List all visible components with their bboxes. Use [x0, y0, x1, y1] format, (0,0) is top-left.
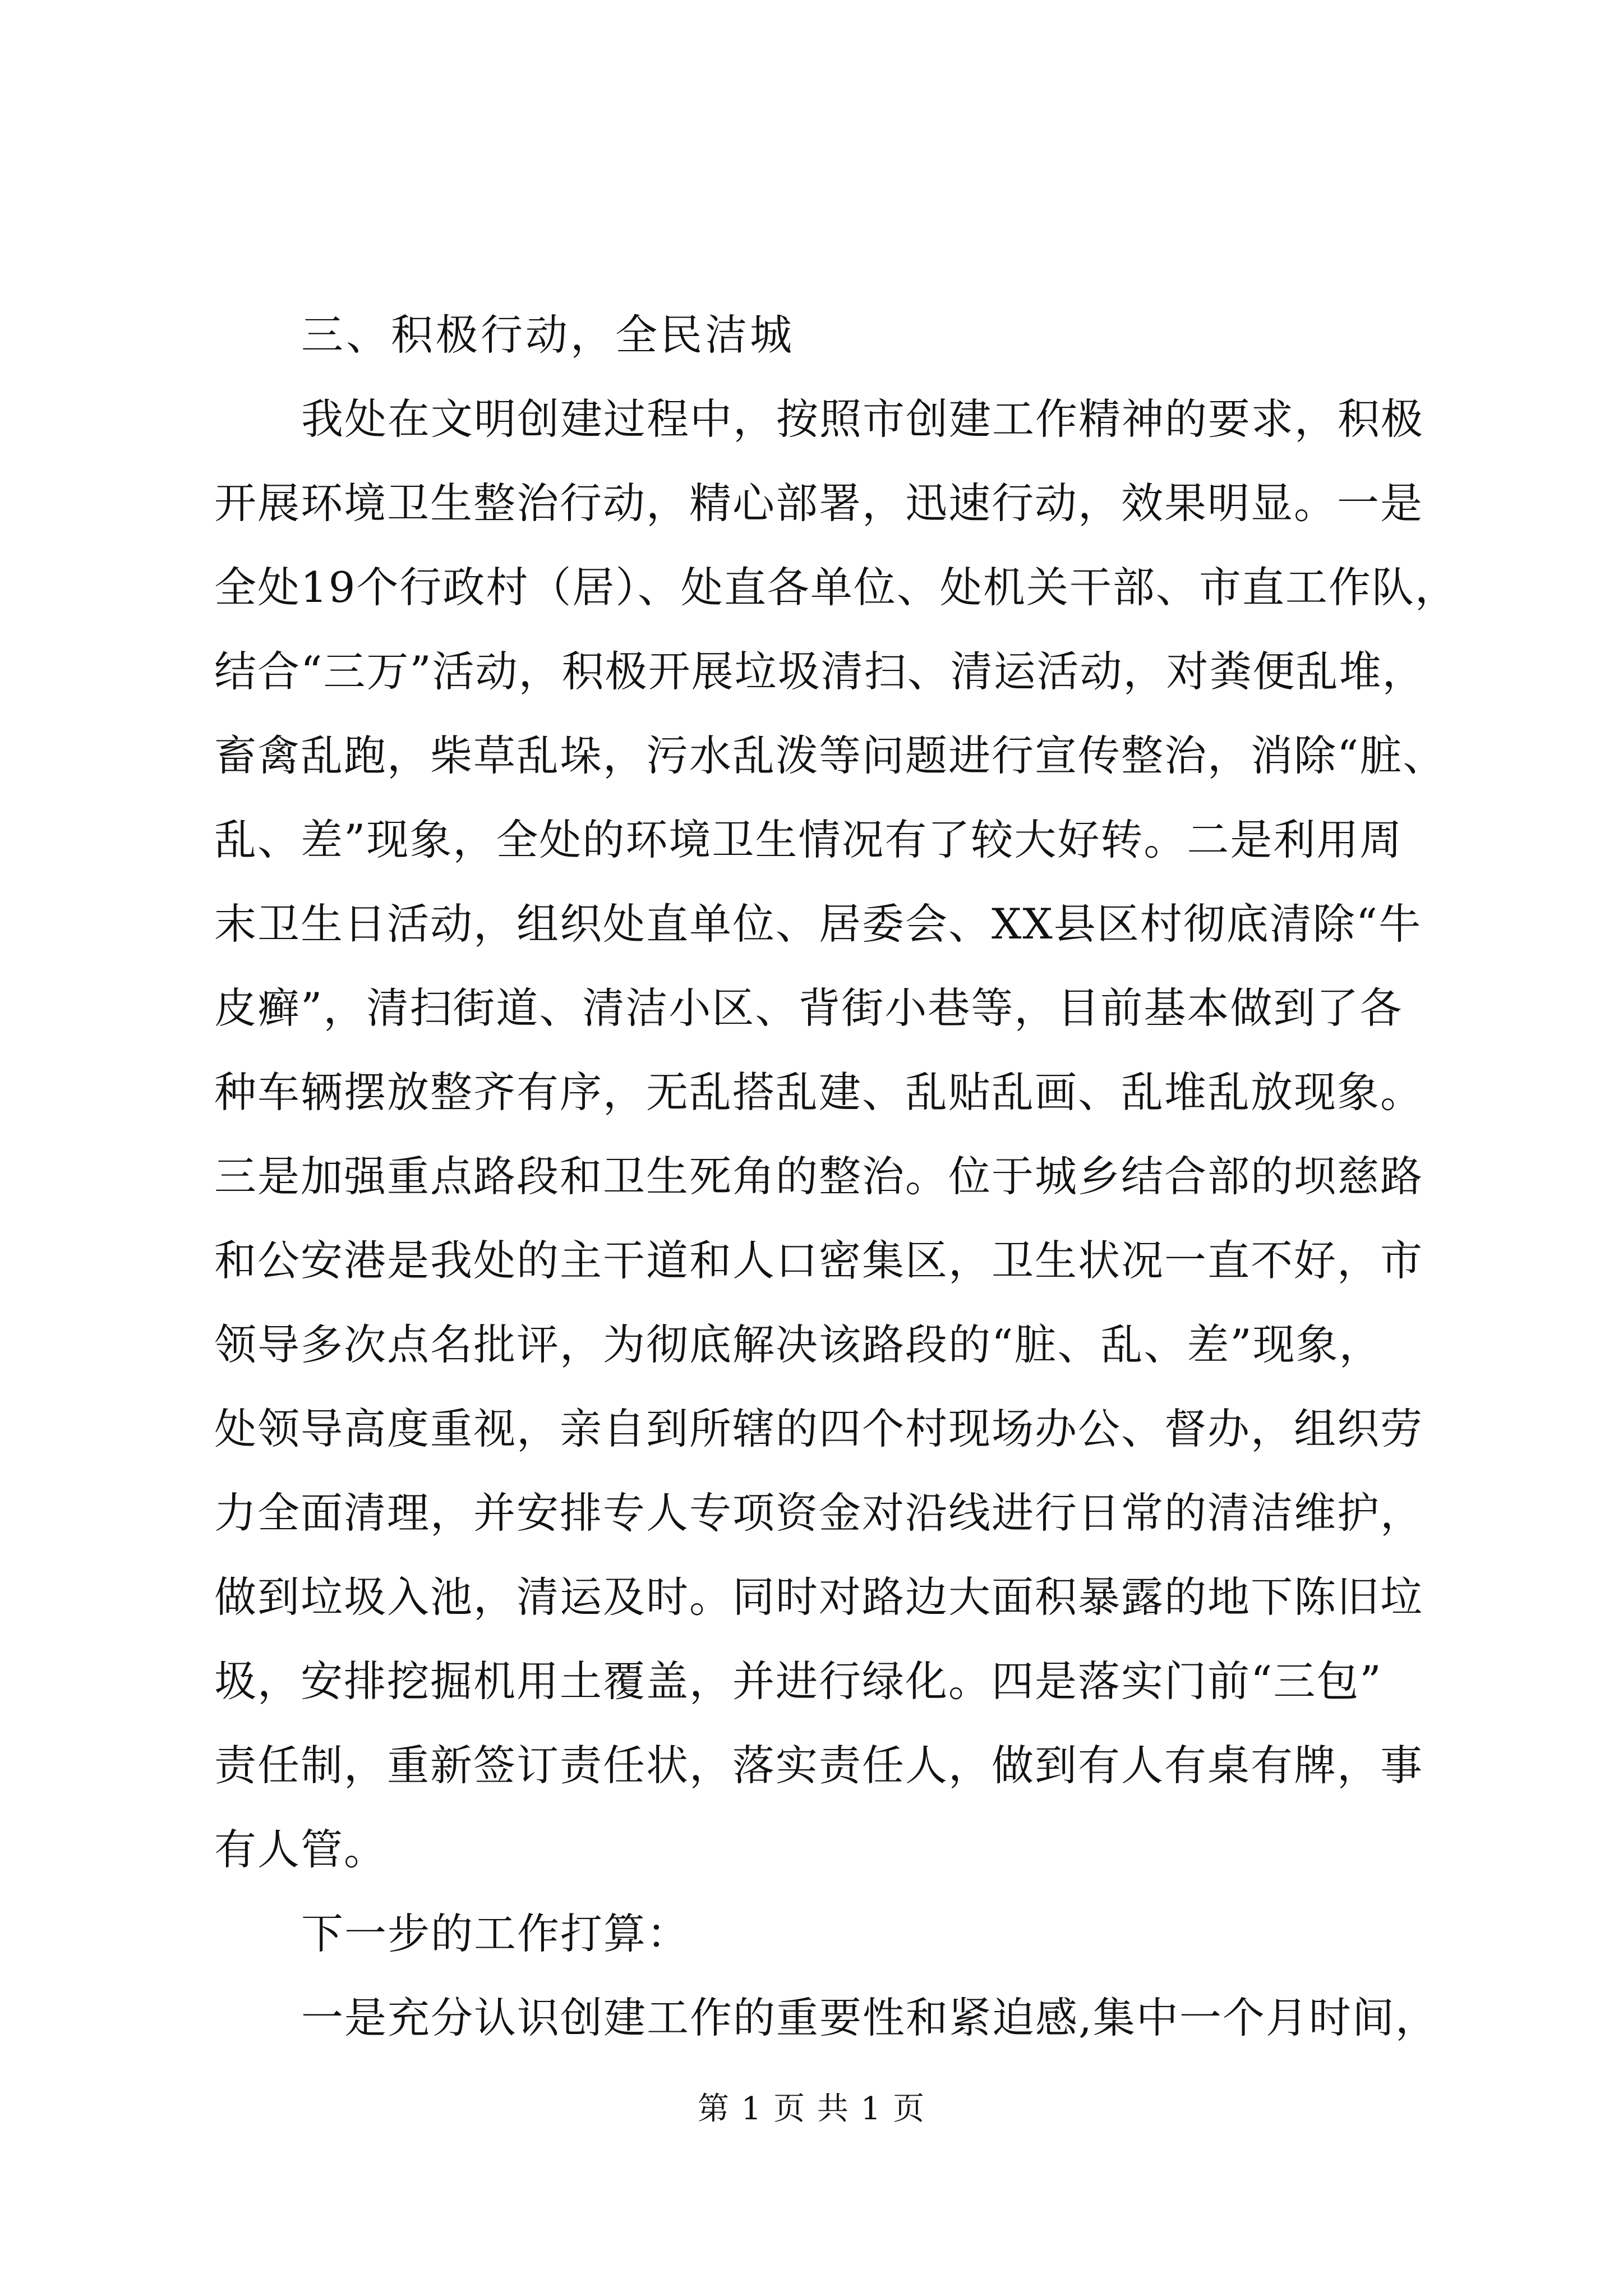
paragraph-line: 皮癣”，清扫街道、清洁小区、背街小巷等，目前基本做到了各	[214, 983, 1403, 1033]
paragraph-line: 末卫生日活动，组织处直单位、居委会、XX县区村彻底清除“牛	[214, 899, 1422, 949]
paragraph-line: 和公安港是我处的主干道和人口密集区，卫生状况一直不好，市	[214, 1236, 1424, 1285]
paragraph-line: 三是加强重点路段和卫生死角的整治。位于城乡结合部的坝慈路	[214, 1152, 1424, 1201]
paragraph-line: 种车辆摆放整齐有序，无乱搭乱建、乱贴乱画、乱堆乱放现象。	[214, 1068, 1424, 1117]
paragraph-line: 处领导高度重视，亲自到所辖的四个村现场办公、督办，组织劳	[214, 1404, 1424, 1453]
paragraph-line: 全处19个行政村（居）、处直各单位、处机关干部、市直工作队，	[214, 563, 1458, 612]
paragraph-line: 开展环境卫生整治行动，精心部署，迅速行动，效果明显。一是	[214, 478, 1424, 528]
paragraph-line: 责任制，重新签订责任状，落实责任人，做到有人有桌有牌，事	[214, 1741, 1424, 1790]
paragraph-line: 我处在文明创建过程中，按照市创建工作精神的要求，积极	[301, 394, 1424, 444]
section-heading: 三、积极行动，全民洁城	[301, 310, 795, 360]
paragraph-line: 圾，安排挖掘机用土覆盖，并进行绿化。四是落实门前“三包”	[214, 1657, 1382, 1706]
paragraph-line: 力全面清理，并安排专人专项资金对沿线进行日常的清洁维护，	[214, 1488, 1424, 1538]
paragraph-line: 乱、差”现象，全处的环境卫生情况有了较大好转。二是利用周	[214, 815, 1403, 864]
page-footer: 第 1 页 共 1 页	[697, 2091, 926, 2127]
paragraph-line: 领导多次点名批评，为彻底解决该路段的“脏、乱、差”现象，	[214, 1320, 1382, 1369]
paragraph-line: 做到垃圾入池，清运及时。同时对路边大面积暴露的地下陈旧垃	[214, 1572, 1424, 1622]
paragraph-line: 畜禽乱跑，柴草乱垛，污水乱泼等问题进行宣传整治，消除“脏、	[214, 731, 1446, 780]
paragraph-line: 结合“三万”活动，积极开展垃圾清扫、清运活动，对粪便乱堆，	[214, 647, 1426, 696]
paragraph-line: 有人管。	[214, 1825, 388, 1874]
paragraph-3: 一是充分认识创建工作的重要性和紧迫感,集中一个月时间，	[301, 1993, 1438, 2042]
paragraph-2: 下一步的工作打算：	[301, 1909, 690, 1958]
